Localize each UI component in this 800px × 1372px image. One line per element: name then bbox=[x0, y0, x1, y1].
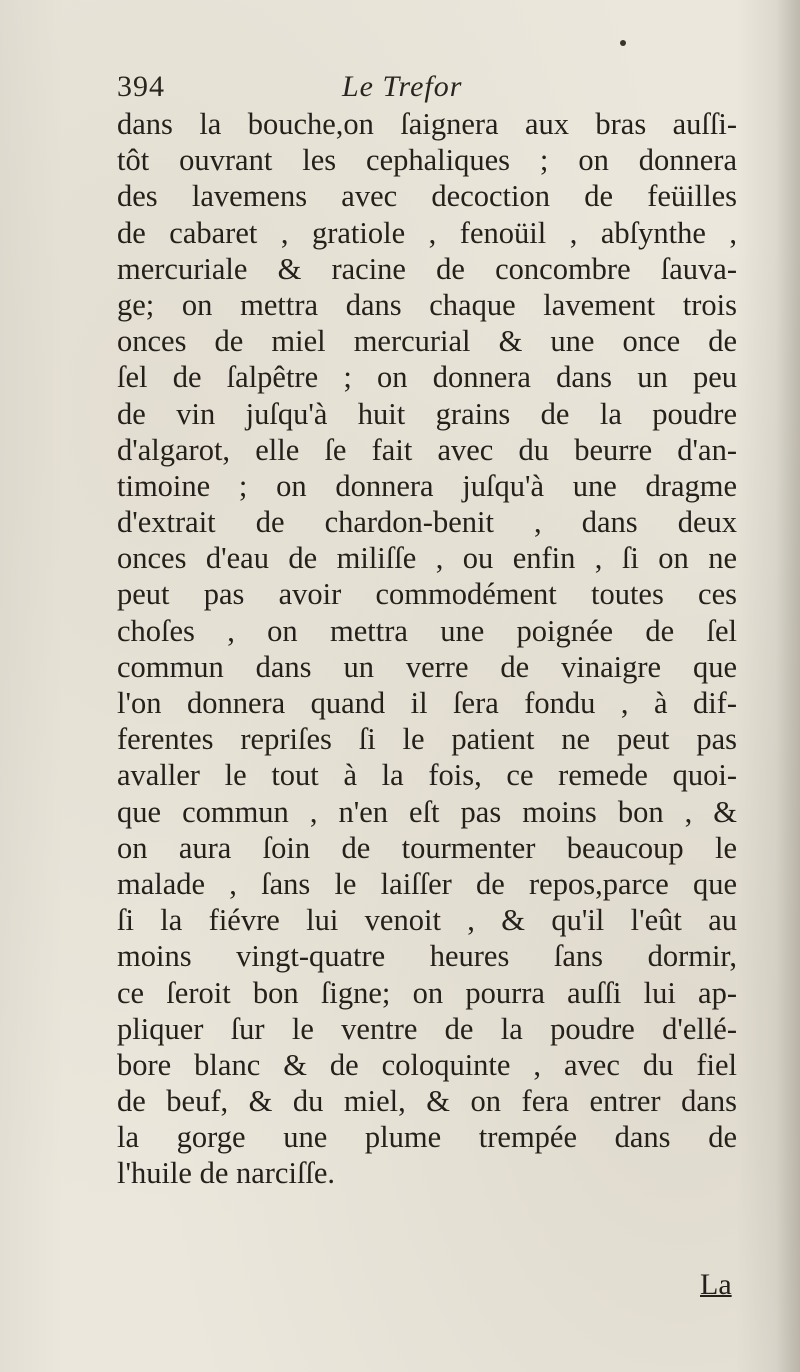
text-line: commun dans un verre de vinaigre que bbox=[117, 649, 737, 684]
text-line: avaller le tout à la fois, ce remede quoi- bbox=[117, 758, 737, 793]
text-line: ſi la fiévre lui venoit , & qu'il l'eût au bbox=[117, 903, 737, 938]
text-line: la gorge une plume trempée dans de bbox=[117, 1120, 737, 1155]
text-line: bore blanc & de coloquinte , avec du fiel bbox=[117, 1047, 737, 1082]
text-line: moins vingt-quatre heures ſans dormir, bbox=[117, 939, 737, 974]
text-line: peut pas avoir commodément toutes ces bbox=[117, 577, 737, 612]
page-header bbox=[117, 70, 717, 110]
page-number: 394 bbox=[117, 70, 165, 103]
text-line: de cabaret , gratiole , fenoüil , abſynthe , bbox=[117, 215, 737, 250]
page-edge-shadow bbox=[776, 0, 800, 1372]
catchword: La bbox=[700, 1268, 732, 1301]
text-line: choſes , on mettra une poignée de ſel bbox=[117, 613, 737, 648]
running-head: Le Trefor bbox=[342, 70, 463, 103]
text-line: de beuf, & du miel, & on fera entrer dans bbox=[117, 1084, 737, 1119]
text-line: on aura ſoin de tourmenter beaucoup le bbox=[117, 830, 737, 865]
text-line: onces de miel mercurial & une once de bbox=[117, 324, 737, 359]
text-line: de vin juſqu'à huit grains de la poudre bbox=[117, 396, 737, 431]
text-line: ge; on mettra dans chaque lavement trois bbox=[117, 287, 737, 322]
text-line: malade , ſans le laiſſer de repos,parce que bbox=[117, 866, 737, 901]
text-line: tôt ouvrant les cephaliques ; on donnera bbox=[117, 143, 737, 178]
text-line: onces d'eau de miliſſe , ou enfin , ſi on ne bbox=[117, 541, 737, 576]
text-line: ce ſeroit bon ſigne; on pourra auſſi lui ap- bbox=[117, 975, 737, 1010]
text-line: timoine ; on donnera juſqu'à une dragme bbox=[117, 468, 737, 503]
text-line: mercuriale & racine de concombre ſauva- bbox=[117, 251, 737, 286]
body-text bbox=[117, 106, 737, 1192]
text-line-last: l'huile de narciſſe. bbox=[117, 1156, 336, 1191]
text-line: que commun , n'en eſt pas moins bon , & bbox=[117, 794, 737, 829]
text-line: pliquer ſur le ventre de la poudre d'ellé- bbox=[117, 1011, 737, 1046]
ink-spot bbox=[620, 40, 626, 46]
text-line: ſel de ſalpêtre ; on donnera dans un peu bbox=[117, 360, 737, 395]
text-line: d'extrait de chardon-benit , dans deux bbox=[117, 505, 737, 540]
text-line: d'algarot, elle ſe fait avec du beurre d'an- bbox=[117, 432, 737, 467]
text-line: dans la bouche,on ſaignera aux bras auſſi- bbox=[117, 107, 737, 141]
text-line: ferentes repriſes ſi le patient ne peut pas bbox=[117, 722, 737, 757]
text-line: l'on donnera quand il ſera fondu , à dif- bbox=[117, 686, 737, 720]
text-line: des lavemens avec decoction de feüilles bbox=[117, 179, 737, 214]
